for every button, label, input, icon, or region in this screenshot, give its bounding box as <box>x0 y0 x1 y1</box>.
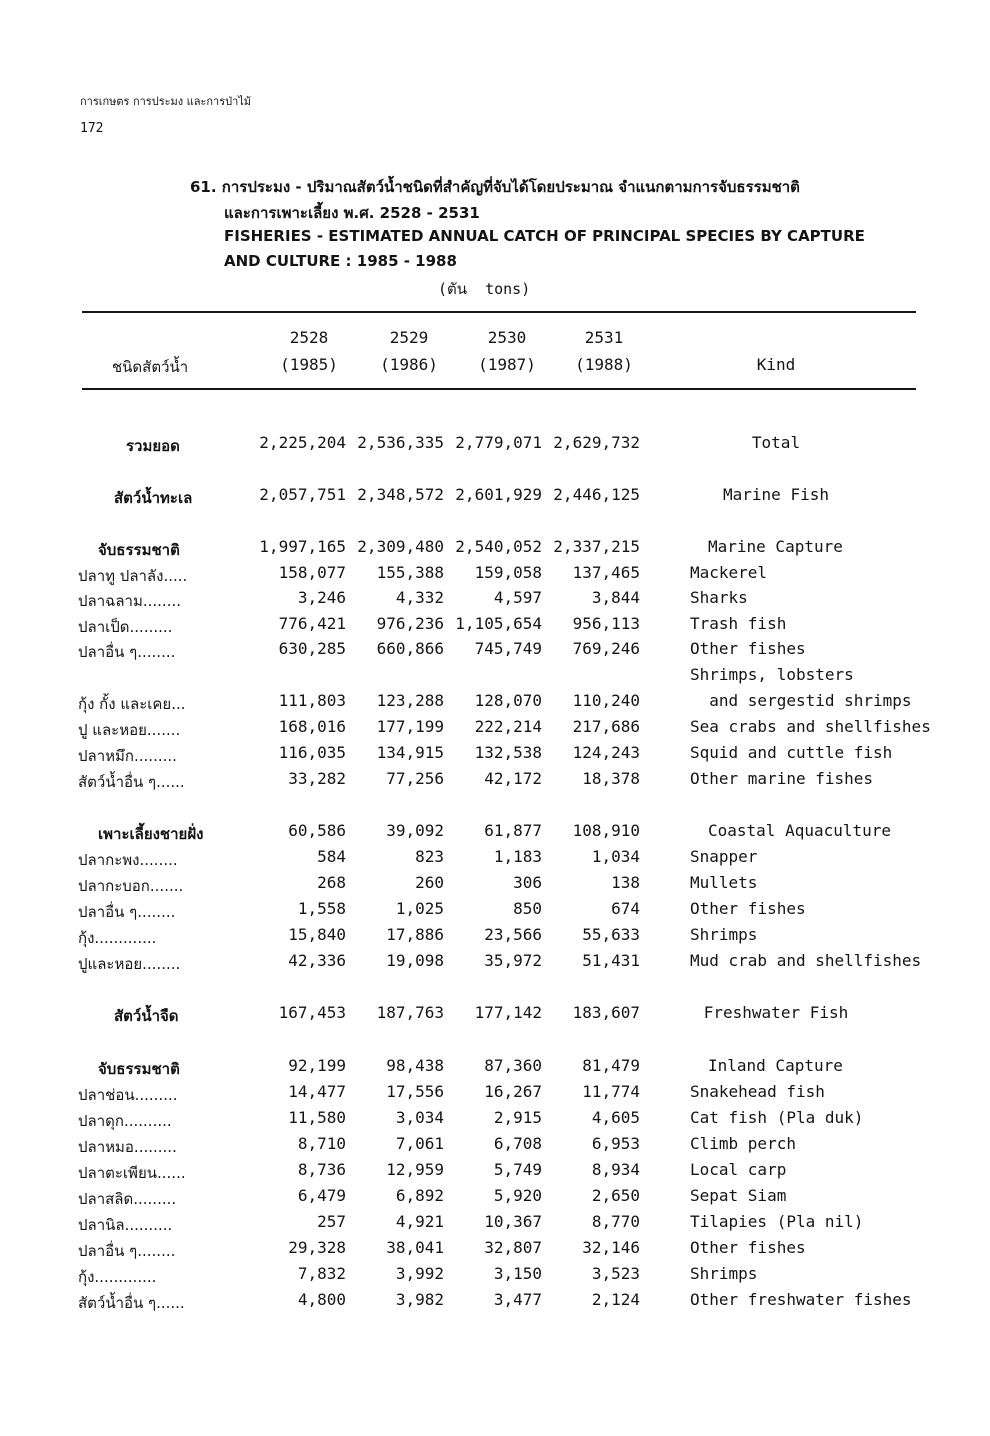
row-value: 2,629,732 <box>553 433 640 452</box>
year-header-th: 2530 <box>487 328 527 347</box>
row-thai-label: กุ้ง............. <box>78 1268 157 1286</box>
row-value: 10,367 <box>484 1212 542 1231</box>
year-header-en: (1985) <box>280 355 338 374</box>
row-english-kind: Mud crab and shellfishes <box>690 951 922 970</box>
title-thai-line2: และการเพาะเลี้ยง พ.ศ. 2528 - 2531 <box>224 204 480 222</box>
row-value: 306 <box>513 873 542 892</box>
row-value: 2,309,480 <box>357 537 444 556</box>
row-thai-label: สัตว์น้ำอื่น ๆ...... <box>78 773 185 791</box>
row-value: 260 <box>415 873 444 892</box>
row-value: 2,779,071 <box>455 433 542 452</box>
row-value: 8,770 <box>591 1212 640 1231</box>
row-value: 2,601,929 <box>455 485 542 504</box>
row-thai-label: ปลาตะเพียน...... <box>78 1164 186 1182</box>
row-english-kind: Sharks <box>690 588 748 607</box>
row-value: 42,172 <box>484 769 542 788</box>
year-header-en: (1987) <box>478 355 536 374</box>
title-english-line2: AND CULTURE : 1985 - 1988 <box>224 252 457 270</box>
row-value: 956,113 <box>572 614 640 633</box>
row-value: 17,556 <box>386 1082 444 1101</box>
row-value: 3,477 <box>493 1290 542 1309</box>
row-value: 3,246 <box>297 588 346 607</box>
row-value: 128,070 <box>474 691 542 710</box>
row-english-kind: Snapper <box>690 847 758 866</box>
row-value: 3,150 <box>493 1264 542 1283</box>
row-value: 4,921 <box>395 1212 444 1231</box>
row-thai-label: ปลานิล.......... <box>78 1216 173 1234</box>
row-thai-label: จับธรรมชาติ <box>98 541 180 559</box>
row-thai-label: ปลาฉลาม........ <box>78 592 182 610</box>
row-english-kind: Trash fish <box>690 614 787 633</box>
row-english-kind: Climb perch <box>690 1134 796 1153</box>
row-value: 158,077 <box>278 563 346 582</box>
row-value: 123,288 <box>376 691 444 710</box>
row-value: 98,438 <box>386 1056 444 1075</box>
year-header-en: (1986) <box>380 355 438 374</box>
row-value: 32,146 <box>582 1238 640 1257</box>
row-value: 674 <box>611 899 640 918</box>
row-english-kind: and sergestid shrimps <box>690 691 912 710</box>
row-value: 81,479 <box>582 1056 640 1075</box>
row-value: 3,992 <box>395 1264 444 1283</box>
row-thai-label: ปลาอื่น ๆ........ <box>78 643 176 661</box>
row-english-kind: Other fishes <box>690 639 806 658</box>
row-thai-label: ปลาเป็ด......... <box>78 618 173 636</box>
page-number: 172 <box>80 121 104 136</box>
row-thai-label: ปลาอื่น ๆ........ <box>78 1242 176 1260</box>
year-header-th: 2531 <box>584 328 624 347</box>
row-thai-label: ปลาอื่น ๆ........ <box>78 903 176 921</box>
row-value: 51,431 <box>582 951 640 970</box>
row-value: 32,807 <box>484 1238 542 1257</box>
header-top-rule <box>82 311 916 313</box>
row-value: 17,886 <box>386 925 444 944</box>
row-value: 850 <box>513 899 542 918</box>
year-header-th: 2528 <box>289 328 329 347</box>
row-value: 11,580 <box>288 1108 346 1127</box>
row-thai-label: สัตว์น้ำทะเล <box>114 489 193 507</box>
row-value: 2,446,125 <box>553 485 640 504</box>
row-value: 2,915 <box>493 1108 542 1127</box>
row-value: 2,337,215 <box>553 537 640 556</box>
row-value: 1,034 <box>591 847 640 866</box>
row-value: 8,710 <box>297 1134 346 1153</box>
row-english-kind: Cat fish (Pla duk) <box>690 1108 864 1127</box>
row-english-kind: Other marine fishes <box>690 769 874 788</box>
row-value: 155,388 <box>376 563 444 582</box>
row-value: 110,240 <box>572 691 640 710</box>
row-value: 776,421 <box>278 614 346 633</box>
row-value: 6,708 <box>493 1134 542 1153</box>
row-value: 3,034 <box>395 1108 444 1127</box>
year-header-en: (1988) <box>575 355 633 374</box>
row-value: 35,972 <box>484 951 542 970</box>
row-value: 823 <box>415 847 444 866</box>
section-header: การเกษตร การประมง และการป่าไม้ <box>80 95 252 108</box>
row-value: 1,183 <box>493 847 542 866</box>
row-value: 2,348,572 <box>357 485 444 504</box>
unit-label: (ตัน tons) <box>438 280 531 298</box>
row-value: 7,832 <box>297 1264 346 1283</box>
row-value: 257 <box>317 1212 346 1231</box>
row-value: 42,336 <box>288 951 346 970</box>
row-value: 976,236 <box>376 614 444 633</box>
row-value: 6,479 <box>297 1186 346 1205</box>
row-value: 137,465 <box>572 563 640 582</box>
row-value: 116,035 <box>278 743 346 762</box>
row-english-kind: Marine Fish <box>723 485 829 504</box>
row-value: 4,800 <box>297 1290 346 1309</box>
row-value: 29,328 <box>288 1238 346 1257</box>
thai-kind-header: ชนิดสัตว์น้ำ <box>112 358 189 376</box>
row-value: 769,246 <box>572 639 640 658</box>
header-bottom-rule <box>82 388 916 390</box>
kind-header: Kind <box>756 355 796 374</box>
row-value: 1,558 <box>297 899 346 918</box>
row-english-kind: Sepat Siam <box>690 1186 787 1205</box>
row-value: 217,686 <box>572 717 640 736</box>
row-value: 3,844 <box>591 588 640 607</box>
row-english-kind: Tilapies (Pla nil) <box>690 1212 864 1231</box>
row-value: 15,840 <box>288 925 346 944</box>
row-value: 134,915 <box>376 743 444 762</box>
row-value: 268 <box>317 873 346 892</box>
row-value: 5,920 <box>493 1186 542 1205</box>
row-value: 14,477 <box>288 1082 346 1101</box>
row-thai-label: ปลาหมึก......... <box>78 747 177 765</box>
row-value: 55,633 <box>582 925 640 944</box>
row-value: 1,105,654 <box>455 614 542 633</box>
title-english-line1: FISHERIES - ESTIMATED ANNUAL CATCH OF PRINCIPAL SPECIES BY CAPTURE <box>224 227 865 245</box>
row-value: 745,749 <box>474 639 542 658</box>
row-value: 2,540,052 <box>455 537 542 556</box>
row-value: 168,016 <box>278 717 346 736</box>
row-value: 92,199 <box>288 1056 346 1075</box>
row-value: 108,910 <box>572 821 640 840</box>
row-thai-label: ปลาสลิด......... <box>78 1190 177 1208</box>
row-thai-label: ปูและหอย........ <box>78 955 181 973</box>
row-value: 660,866 <box>376 639 444 658</box>
row-value: 167,453 <box>278 1003 346 1022</box>
row-english-kind: Other fishes <box>690 1238 806 1257</box>
row-value: 38,041 <box>386 1238 444 1257</box>
row-thai-label: รวมยอด <box>126 437 180 455</box>
row-thai-label: ปลาทู ปลาลัง..... <box>78 567 188 585</box>
row-thai-label: สัตว์น้ำอื่น ๆ...... <box>78 1294 185 1312</box>
row-thai-label: ปลากะพง........ <box>78 851 178 869</box>
row-english-kind: Coastal Aquaculture <box>708 821 892 840</box>
row-english-kind: Inland Capture <box>708 1056 843 1075</box>
row-value: 1,025 <box>395 899 444 918</box>
row-value: 5,749 <box>493 1160 542 1179</box>
row-thai-label: กุ้ง............. <box>78 929 157 947</box>
row-value: 2,225,204 <box>259 433 346 452</box>
row-value: 87,360 <box>484 1056 542 1075</box>
row-value: 19,098 <box>386 951 444 970</box>
row-value: 2,124 <box>591 1290 640 1309</box>
row-english-kind: Local carp <box>690 1160 787 1179</box>
row-value: 33,282 <box>288 769 346 788</box>
row-value: 23,566 <box>484 925 542 944</box>
row-english-kind: Squid and cuttle fish <box>690 743 893 762</box>
row-value: 39,092 <box>386 821 444 840</box>
row-value: 11,774 <box>582 1082 640 1101</box>
row-value: 4,605 <box>591 1108 640 1127</box>
row-value: 6,892 <box>395 1186 444 1205</box>
row-value: 3,523 <box>591 1264 640 1283</box>
row-value: 18,378 <box>582 769 640 788</box>
row-english-kind: Shrimps, lobsters <box>690 665 854 684</box>
row-english-kind: Total <box>751 433 801 452</box>
row-value: 7,061 <box>395 1134 444 1153</box>
row-value: 8,736 <box>297 1160 346 1179</box>
row-english-kind: Other fishes <box>690 899 806 918</box>
row-value: 77,256 <box>386 769 444 788</box>
row-value: 8,934 <box>591 1160 640 1179</box>
row-value: 2,536,335 <box>357 433 444 452</box>
row-value: 3,982 <box>395 1290 444 1309</box>
row-thai-label: ปลาช่อน......... <box>78 1086 178 1104</box>
row-thai-label: จับธรรมชาติ <box>98 1060 180 1078</box>
row-english-kind: Shrimps <box>690 1264 758 1283</box>
row-thai-label: เพาะเลี้ยงชายฝั่ง <box>98 825 204 843</box>
row-english-kind: Snakehead fish <box>690 1082 825 1101</box>
row-value: 124,243 <box>572 743 640 762</box>
row-value: 177,142 <box>474 1003 542 1022</box>
row-value: 183,607 <box>572 1003 640 1022</box>
row-english-kind: Mullets <box>690 873 758 892</box>
row-thai-label: ปลากะบอก....... <box>78 877 184 895</box>
row-value: 2,057,751 <box>259 485 346 504</box>
row-thai-label: สัตว์น้ำจืด <box>114 1007 179 1025</box>
row-english-kind: Sea crabs and shellfishes <box>690 717 931 736</box>
row-english-kind: Marine Capture <box>708 537 843 556</box>
row-value: 177,199 <box>376 717 444 736</box>
row-english-kind: Other freshwater fishes <box>690 1290 912 1309</box>
row-value: 4,332 <box>395 588 444 607</box>
row-value: 6,953 <box>591 1134 640 1153</box>
row-value: 584 <box>317 847 346 866</box>
title-thai-line1: 61. การประมง - ปริมาณสัตว์น้ำชนิดที่สำคัญที่จับได้โดยประมาณ จำแนกตามการจับธรรมชาติ <box>190 178 800 196</box>
row-thai-label: ปลาดุก.......... <box>78 1112 172 1130</box>
row-value: 12,959 <box>386 1160 444 1179</box>
row-value: 1,997,165 <box>259 537 346 556</box>
row-value: 159,058 <box>474 563 542 582</box>
row-english-kind: Mackerel <box>690 563 768 582</box>
row-english-kind: Shrimps <box>690 925 758 944</box>
row-value: 16,267 <box>484 1082 542 1101</box>
row-value: 111,803 <box>278 691 346 710</box>
row-value: 132,538 <box>474 743 542 762</box>
row-thai-label: กุ้ง กั้ง และเคย... <box>78 695 186 713</box>
row-thai-label: ปลาหมอ......... <box>78 1138 177 1156</box>
row-thai-label: ปู และหอย....... <box>78 721 181 739</box>
row-value: 222,214 <box>474 717 542 736</box>
row-value: 2,650 <box>591 1186 640 1205</box>
row-english-kind: Freshwater Fish <box>703 1003 849 1022</box>
row-value: 138 <box>611 873 640 892</box>
row-value: 60,586 <box>288 821 346 840</box>
year-header-th: 2529 <box>389 328 429 347</box>
row-value: 61,877 <box>484 821 542 840</box>
row-value: 630,285 <box>278 639 346 658</box>
row-value: 4,597 <box>493 588 542 607</box>
row-value: 187,763 <box>376 1003 444 1022</box>
